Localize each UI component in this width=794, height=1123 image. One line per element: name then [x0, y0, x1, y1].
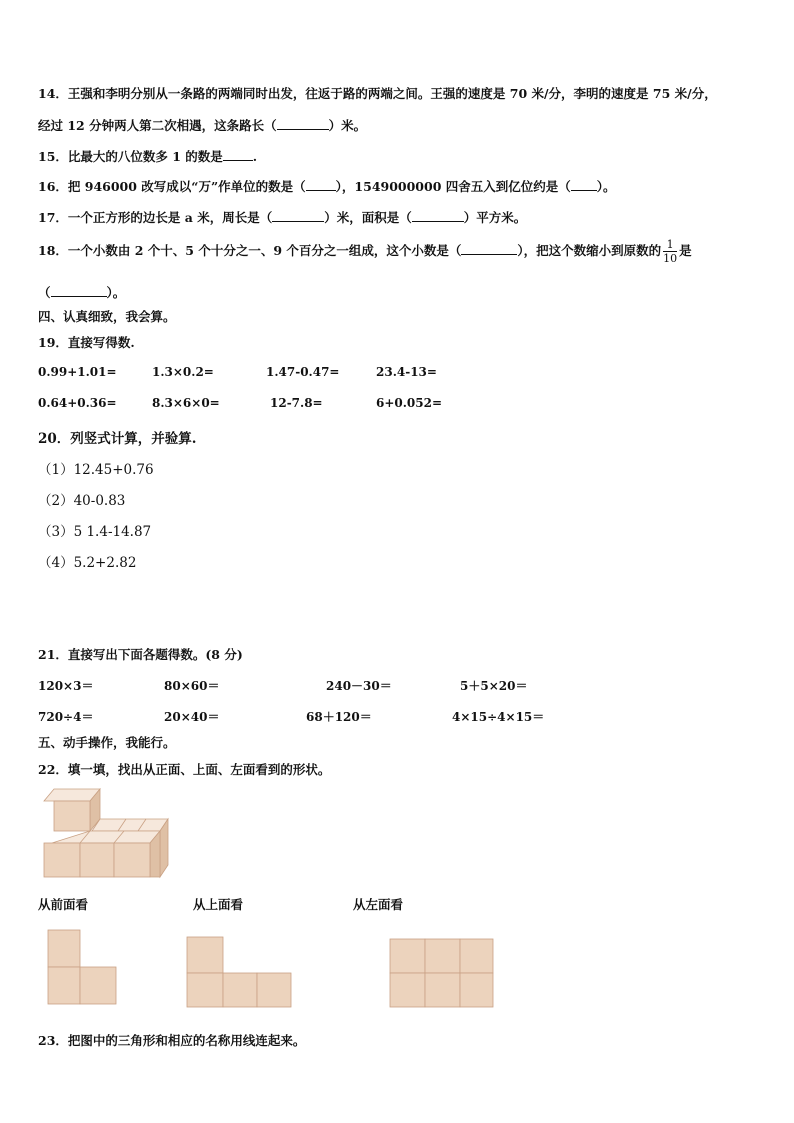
q20-item-4: （4）5.2+2.82	[38, 555, 137, 571]
q16-line: 16．把 946000 改写成以“万”作单位的数是（ ），1549000000 四舍五入到亿位约是（ ）。	[38, 179, 616, 194]
q19-expr: 0.64+0.36=	[38, 396, 117, 410]
answer-blank[interactable]	[272, 210, 324, 222]
answer-blank[interactable]	[277, 118, 329, 130]
q18-line2: （ ）。	[38, 285, 126, 300]
q21-expr: 4×15÷4×15＝	[452, 710, 545, 724]
front-view-label: 从前面看	[38, 897, 89, 912]
section-4-heading: 四、认真细致，我会算。	[38, 309, 176, 324]
answer-blank[interactable]	[51, 285, 107, 297]
q14-line1: 14．王强和李明分别从一条路的两端同时出发，往返于路的两端之间。王强的速度是 70 米/分，李明的速度是 75 米/分，	[38, 86, 717, 101]
q20-item-2: （2）40-0.83	[38, 493, 126, 509]
q21-expr: 120×3＝	[38, 679, 94, 693]
q20-item-3: （3）5 1.4-14.87	[38, 524, 152, 540]
q19-expr: 1.47-0.47=	[266, 365, 340, 379]
q19-expr: 0.99+1.01=	[38, 365, 117, 379]
q17-line: 17．一个正方形的边长是 a 米，周长是（ ）米，面积是（ ）平方米。	[38, 210, 527, 225]
q21-expr: 240－30＝	[326, 679, 392, 693]
front-view-figure	[46, 928, 126, 1008]
answer-blank[interactable]	[571, 179, 597, 191]
q19-expr: 8.3×6×0=	[152, 396, 220, 410]
q15-line: 15．比最大的八位数多 1 的数是 .	[38, 149, 258, 164]
section-5-heading: 五、动手操作，我能行。	[38, 735, 176, 750]
answer-blank[interactable]	[223, 149, 253, 161]
top-view-figure	[185, 935, 295, 1010]
q19-expr: 12-7.8=	[270, 396, 323, 410]
q14-line2: 经过 12 分钟两人第二次相遇，这条路长（ ）米。	[38, 118, 367, 133]
q19-expr: 1.3×0.2=	[152, 365, 214, 379]
q21-expr: 720÷4＝	[38, 710, 94, 724]
fraction-one-tenth: $\frac{1}{10}$	[663, 238, 678, 265]
q21-expr: 68＋120＝	[306, 710, 372, 724]
q19-expr: 23.4-13=	[376, 365, 437, 379]
answer-blank[interactable]	[461, 243, 517, 255]
q20-title: 20．列竖式计算，并验算.	[38, 431, 197, 447]
cube-arrangement-figure	[40, 787, 180, 887]
answer-blank[interactable]	[412, 210, 464, 222]
q20-item-1: （1）12.45+0.76	[38, 462, 154, 478]
left-view-figure	[388, 937, 498, 1012]
q21-expr: 5＋5×20＝	[460, 679, 528, 693]
q18-line1: 18．一个小数由 2 个十、5 个十分之一、9 个百分之一组成，这个小数是（ ），把这个数缩小到原数的 $\frac{1}{10}$ 是	[38, 238, 692, 265]
q23-title: 23．把图中的三角形和相应的名称用线连起来。	[38, 1033, 306, 1048]
answer-blank[interactable]	[306, 179, 336, 191]
q21-expr: 20×40＝	[164, 710, 220, 724]
top-view-label: 从上面看	[193, 897, 244, 912]
q22-title: 22．填一填，找出从正面、上面、左面看到的形状。	[38, 762, 331, 777]
left-view-label: 从左面看	[353, 897, 404, 912]
q21-expr: 80×60＝	[164, 679, 220, 693]
q21-title: 21．直接写出下面各题得数。(8 分)	[38, 647, 243, 662]
q19-title: 19．直接写得数.	[38, 335, 135, 350]
q19-expr: 6+0.052=	[376, 396, 443, 410]
